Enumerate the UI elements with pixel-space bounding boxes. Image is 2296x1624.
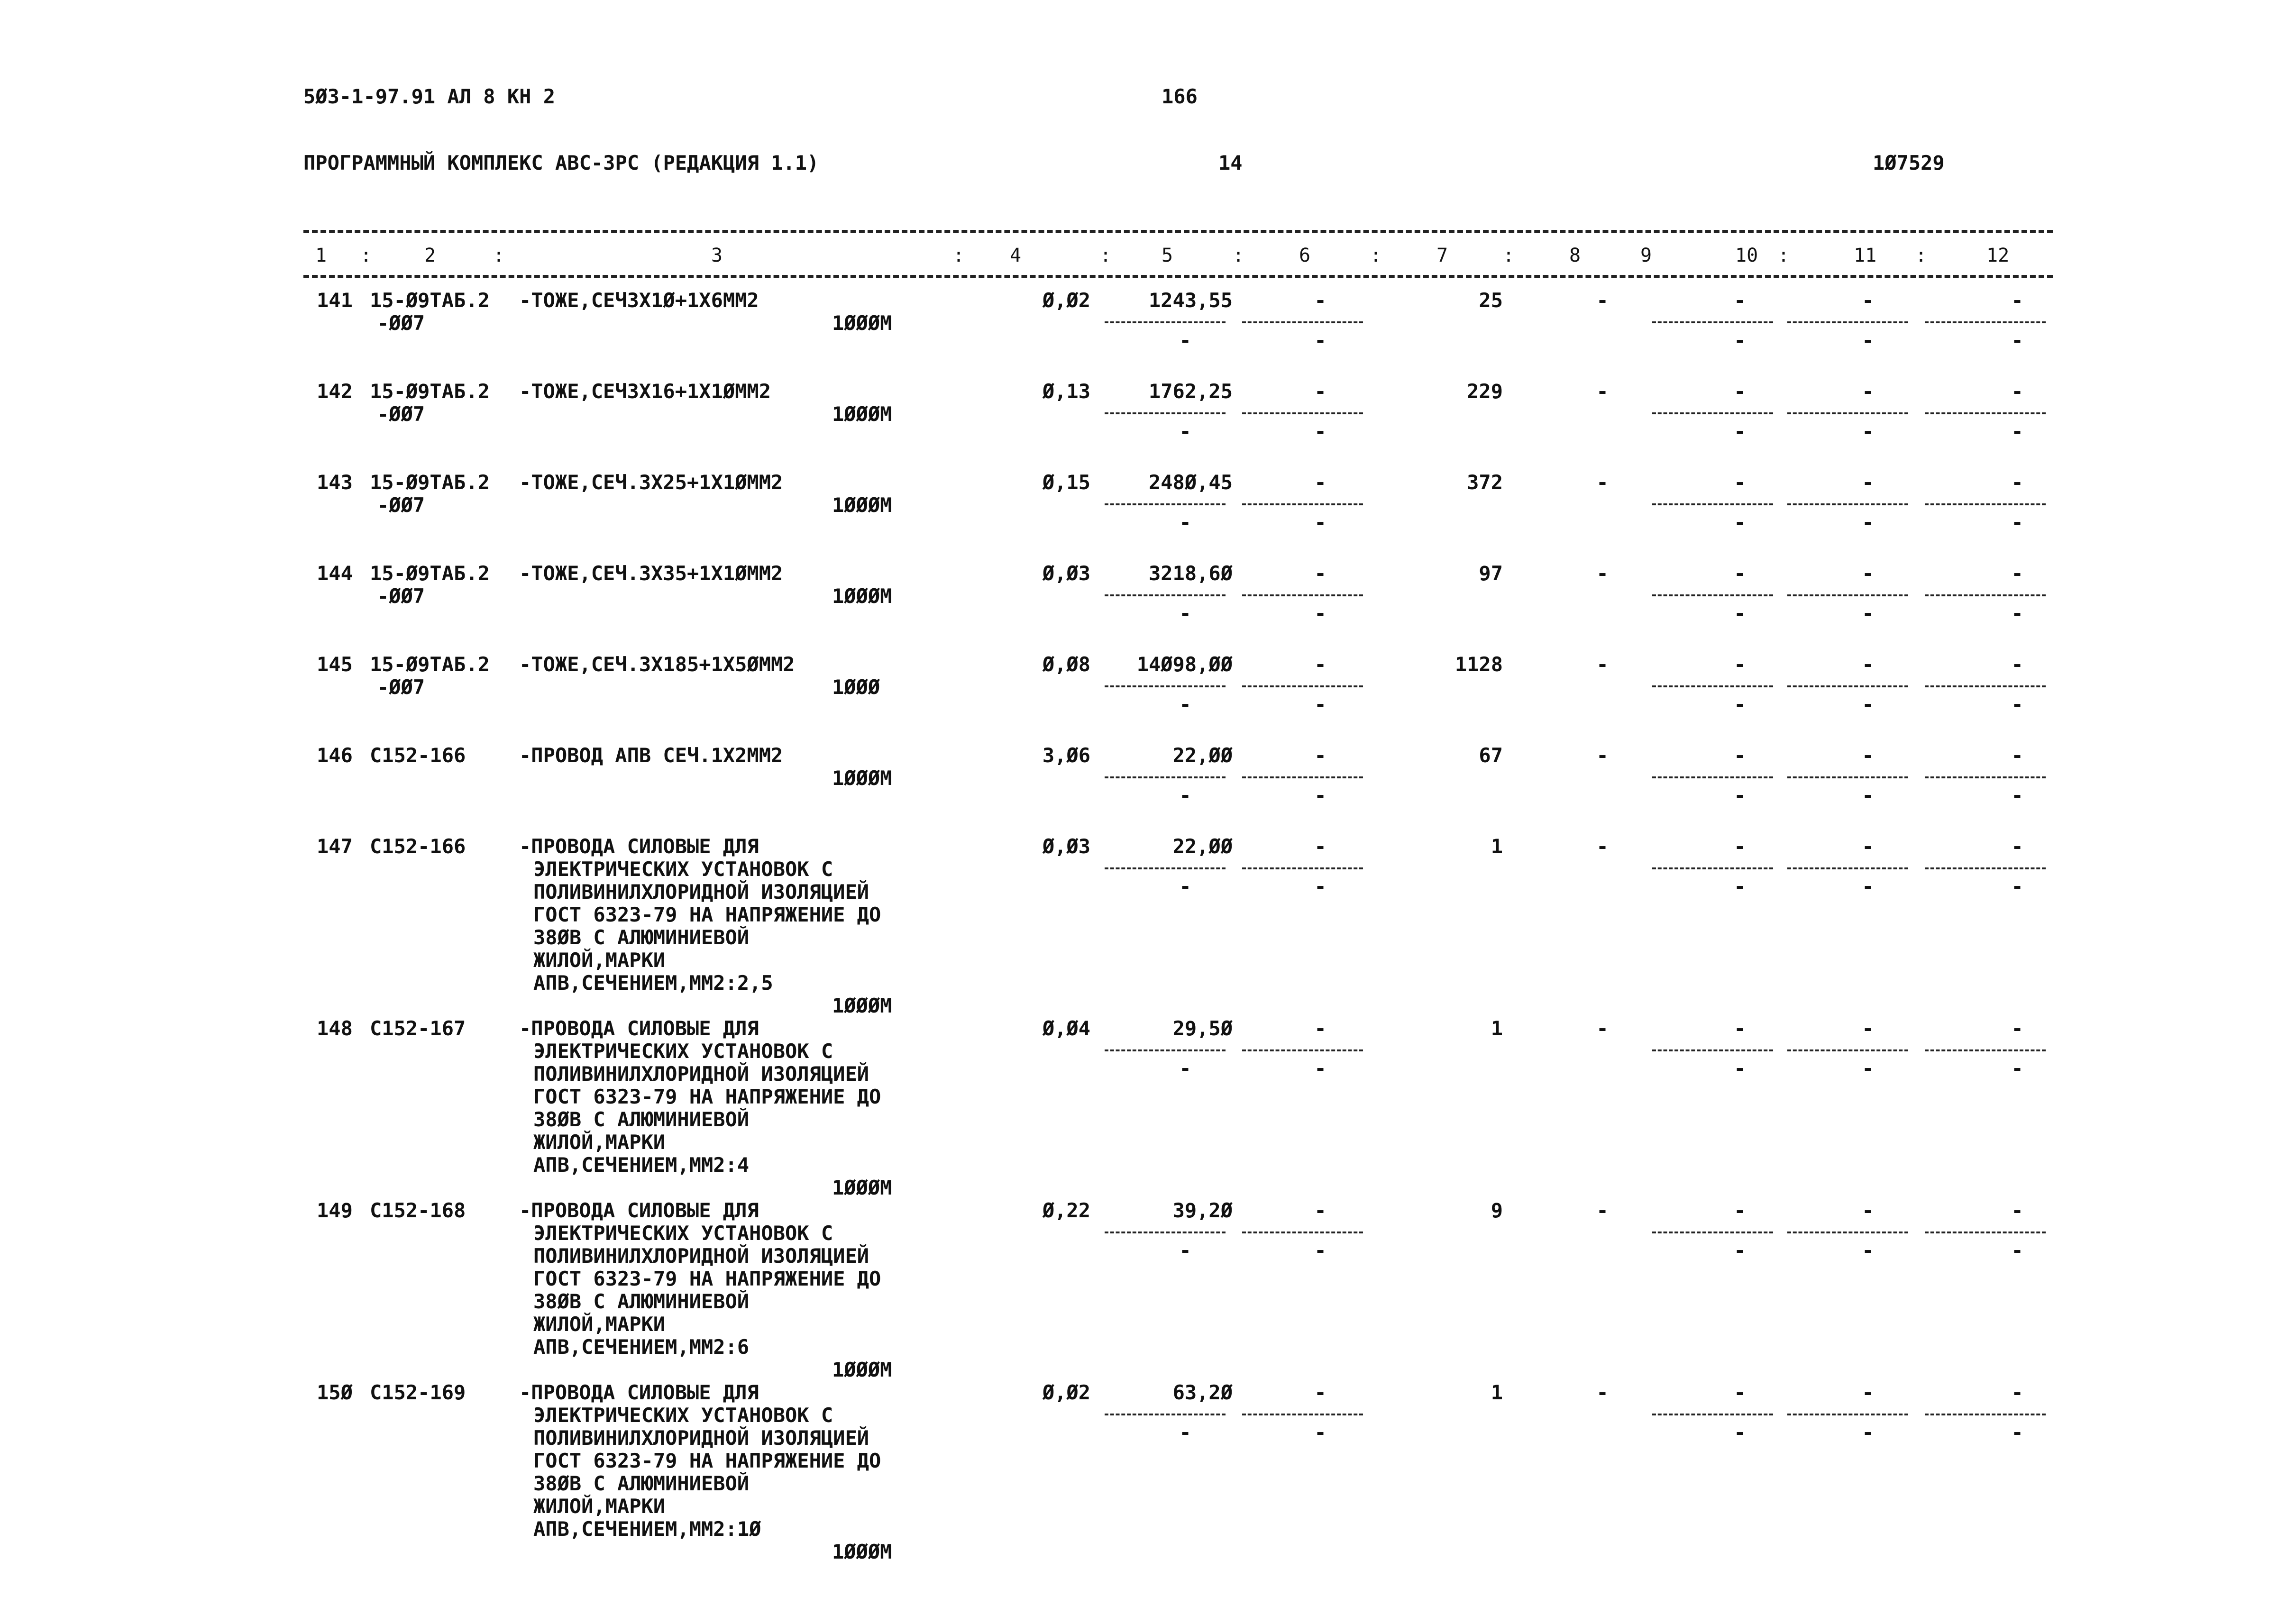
- row-description: ГОСТ 6323-79 НА НАПРЯЖЕНИЕ ДО: [533, 1449, 881, 1472]
- empty-value-mark: -: [1734, 835, 1746, 858]
- row-description: -ТОЖЕ,СЕЧ3Х16+1Х1ØММ2: [519, 380, 771, 403]
- row-description: АПВ,СЕЧЕНИЕМ,ММ2:6: [533, 1335, 750, 1359]
- row-total: 372: [1467, 471, 1503, 494]
- row-description: ПОЛИВИНИЛХЛОРИДНОЙ ИЗОЛЯЦИЕЙ: [533, 1062, 869, 1086]
- empty-value-mark: -: [1314, 471, 1326, 494]
- empty-value-mark: -: [1314, 784, 1326, 807]
- empty-value-mark: -: [1596, 1199, 1609, 1222]
- sub-separator: [1925, 1049, 2046, 1051]
- empty-value-mark: -: [2011, 693, 2023, 716]
- sub-separator: [1652, 1049, 1773, 1051]
- empty-value-mark: -: [1596, 562, 1609, 585]
- row-number: 144: [317, 562, 353, 585]
- empty-value-mark: -: [2011, 420, 2023, 443]
- row-description: ГОСТ 6323-79 НА НАПРЯЖЕНИЕ ДО: [533, 1267, 881, 1290]
- empty-value-mark: -: [1862, 784, 1874, 807]
- row-description: ЭЛЕКТРИЧЕСКИХ УСТАНОВОК С: [533, 1040, 833, 1063]
- sub-separator: [1925, 1232, 2046, 1233]
- sub-separator: [1242, 321, 1363, 323]
- row-code: 15-Ø9ТАБ.2: [370, 289, 490, 312]
- page-number: 166: [1162, 85, 1198, 108]
- empty-value-mark: -: [1314, 875, 1326, 898]
- empty-value-mark: -: [1734, 380, 1746, 403]
- row-description: -ТОЖЕ,СЕЧ.3Х185+1Х5ØММ2: [519, 653, 795, 676]
- empty-value-mark: -: [1734, 1381, 1746, 1404]
- empty-value-mark: -: [1179, 511, 1191, 534]
- row-code: С152-166: [370, 835, 466, 858]
- row-description: -ПРОВОД АПВ СЕЧ.1Х2ММ2: [519, 744, 783, 767]
- row-total: 97: [1479, 562, 1503, 585]
- row-unit: 1ØØØМ: [832, 493, 892, 517]
- column-header: 6: [1299, 245, 1311, 266]
- empty-value-mark: -: [1734, 289, 1746, 312]
- empty-value-mark: -: [1596, 835, 1609, 858]
- sub-separator: [1787, 594, 1908, 596]
- empty-value-mark: -: [1734, 471, 1746, 494]
- empty-value-mark: -: [1862, 511, 1874, 534]
- row-unit: 1ØØØМ: [832, 994, 892, 1017]
- empty-value-mark: -: [2011, 289, 2023, 312]
- sub-separator: [1242, 594, 1363, 596]
- empty-value-mark: -: [1862, 328, 1874, 352]
- row-code: С152-169: [370, 1381, 466, 1404]
- row-code: С152-168: [370, 1199, 466, 1222]
- empty-value-mark: -: [1734, 602, 1746, 625]
- sub-separator: [1105, 412, 1226, 414]
- empty-value-mark: -: [1734, 511, 1746, 534]
- row-price: 248Ø,45: [1148, 471, 1233, 494]
- empty-value-mark: -: [1862, 380, 1874, 403]
- row-quantity: Ø,Ø4: [1042, 1017, 1090, 1040]
- empty-value-mark: -: [2011, 511, 2023, 534]
- empty-value-mark: -: [1862, 835, 1874, 858]
- sub-separator: [1652, 594, 1773, 596]
- empty-value-mark: -: [1734, 1199, 1746, 1222]
- empty-value-mark: -: [1596, 289, 1609, 312]
- row-description: 38ØВ С АЛЮМИНИЕВОЙ: [533, 1108, 750, 1131]
- row-code: -ØØ7: [377, 584, 425, 608]
- empty-value-mark: -: [1862, 875, 1874, 898]
- sub-separator: [1652, 776, 1773, 778]
- empty-value-mark: -: [1179, 1421, 1191, 1444]
- sub-separator: [1242, 867, 1363, 869]
- empty-value-mark: -: [2011, 1057, 2023, 1080]
- sub-separator: [1242, 1414, 1363, 1415]
- empty-value-mark: -: [1734, 875, 1746, 898]
- column-header: 7: [1436, 245, 1448, 266]
- empty-value-mark: -: [1734, 420, 1746, 443]
- sub-separator: [1652, 1414, 1773, 1415]
- document-number: 1Ø7529: [1873, 151, 1945, 174]
- empty-value-mark: -: [2011, 380, 2023, 403]
- row-description: 38ØВ С АЛЮМИНИЕВОЙ: [533, 1472, 750, 1495]
- row-quantity: Ø,13: [1042, 380, 1090, 403]
- row-quantity: 3,Ø6: [1042, 744, 1090, 767]
- empty-value-mark: -: [2011, 653, 2023, 676]
- empty-value-mark: -: [1862, 1239, 1874, 1262]
- sub-separator: [1105, 1049, 1226, 1051]
- sub-separator: [1925, 867, 2046, 869]
- row-number: 15Ø: [317, 1381, 353, 1404]
- table-top-rule: [303, 230, 2053, 233]
- sub-separator: [1787, 867, 1908, 869]
- empty-value-mark: -: [1314, 744, 1326, 767]
- sub-separator: [1787, 1049, 1908, 1051]
- row-code: -ØØ7: [377, 402, 425, 426]
- empty-value-mark: -: [2011, 1199, 2023, 1222]
- row-number: 141: [317, 289, 353, 312]
- sub-separator: [1242, 1049, 1363, 1051]
- program-title: ПРОГРАММНЫЙ КОМПЛЕКС АВС-ЗРС (РЕДАКЦИЯ 1.1): [303, 151, 819, 174]
- empty-value-mark: -: [2011, 1239, 2023, 1262]
- row-total: 67: [1479, 744, 1503, 767]
- row-code: 15-Ø9ТАБ.2: [370, 562, 490, 585]
- empty-value-mark: -: [1314, 1239, 1326, 1262]
- column-header: 4: [1010, 245, 1022, 266]
- sub-separator: [1652, 321, 1773, 323]
- empty-value-mark: -: [1862, 744, 1874, 767]
- empty-value-mark: -: [1734, 1239, 1746, 1262]
- row-code: 15-Ø9ТАБ.2: [370, 380, 490, 403]
- row-description: ЖИЛОЙ,МАРКИ: [533, 1313, 666, 1336]
- sub-separator: [1652, 685, 1773, 687]
- row-total: 1: [1491, 1017, 1503, 1040]
- empty-value-mark: -: [2011, 328, 2023, 352]
- empty-value-mark: -: [1179, 1057, 1191, 1080]
- empty-value-mark: -: [1596, 653, 1609, 676]
- sub-separator: [1652, 412, 1773, 414]
- row-number: 147: [317, 835, 353, 858]
- row-total: 25: [1479, 289, 1503, 312]
- empty-value-mark: -: [1734, 328, 1746, 352]
- sub-separator: [1105, 321, 1226, 323]
- column-header: 2: [424, 245, 436, 266]
- sub-separator: [1105, 867, 1226, 869]
- empty-value-mark: -: [1179, 420, 1191, 443]
- row-total: 1: [1491, 835, 1503, 858]
- sub-separator: [1242, 685, 1363, 687]
- empty-value-mark: -: [1596, 744, 1609, 767]
- row-description: ЖИЛОЙ,МАРКИ: [533, 1495, 666, 1518]
- row-price: 29,5Ø: [1172, 1017, 1233, 1040]
- column-header: 12: [1986, 245, 2010, 266]
- empty-value-mark: -: [1862, 1381, 1874, 1404]
- empty-value-mark: -: [2011, 784, 2023, 807]
- empty-value-mark: -: [1862, 471, 1874, 494]
- row-unit: 1ØØØМ: [832, 584, 892, 608]
- empty-value-mark: -: [1862, 693, 1874, 716]
- empty-value-mark: -: [1862, 1057, 1874, 1080]
- row-price: 1762,25: [1148, 380, 1233, 403]
- row-description: ЭЛЕКТРИЧЕСКИХ УСТАНОВОК С: [533, 1222, 833, 1245]
- row-description: -ПРОВОДА СИЛОВЫЕ ДЛЯ: [519, 1199, 759, 1222]
- empty-value-mark: -: [1862, 289, 1874, 312]
- empty-value-mark: -: [2011, 1421, 2023, 1444]
- column-header: 3: [711, 245, 723, 266]
- empty-value-mark: -: [2011, 471, 2023, 494]
- row-number: 148: [317, 1017, 353, 1040]
- empty-value-mark: -: [1314, 1057, 1326, 1080]
- row-code: -ØØ7: [377, 675, 425, 699]
- row-code: -ØØ7: [377, 311, 425, 335]
- row-quantity: Ø,Ø2: [1042, 1381, 1090, 1404]
- empty-value-mark: -: [1862, 1017, 1874, 1040]
- row-code: С152-166: [370, 744, 466, 767]
- sub-separator: [1242, 503, 1363, 505]
- sub-separator: [1105, 685, 1226, 687]
- empty-value-mark: -: [1179, 602, 1191, 625]
- row-total: 9: [1491, 1199, 1503, 1222]
- empty-value-mark: -: [1734, 562, 1746, 585]
- row-description: ЭЛЕКТРИЧЕСКИХ УСТАНОВОК С: [533, 1404, 833, 1427]
- row-price: 1243,55: [1148, 289, 1233, 312]
- row-description: ПОЛИВИНИЛХЛОРИДНОЙ ИЗОЛЯЦИЕЙ: [533, 1244, 869, 1268]
- row-description: 38ØВ С АЛЮМИНИЕВОЙ: [533, 1290, 750, 1313]
- row-description: ГОСТ 6323-79 НА НАПРЯЖЕНИЕ ДО: [533, 1085, 881, 1108]
- empty-value-mark: -: [1862, 1421, 1874, 1444]
- empty-value-mark: -: [1314, 693, 1326, 716]
- row-number: 142: [317, 380, 353, 403]
- empty-value-mark: -: [1734, 1017, 1746, 1040]
- row-description: ЖИЛОЙ,МАРКИ: [533, 949, 666, 972]
- empty-value-mark: -: [1314, 380, 1326, 403]
- row-total: 1: [1491, 1381, 1503, 1404]
- empty-value-mark: -: [1314, 602, 1326, 625]
- row-code: -ØØ7: [377, 493, 425, 517]
- empty-value-mark: -: [1862, 653, 1874, 676]
- sub-separator: [1925, 594, 2046, 596]
- sub-separator: [1652, 867, 1773, 869]
- sub-separator: [1787, 412, 1908, 414]
- row-description: ПОЛИВИНИЛХЛОРИДНОЙ ИЗОЛЯЦИЕЙ: [533, 1426, 869, 1450]
- row-price: 63,2Ø: [1172, 1381, 1233, 1404]
- empty-value-mark: -: [1179, 693, 1191, 716]
- empty-value-mark: -: [1734, 693, 1746, 716]
- empty-value-mark: -: [2011, 875, 2023, 898]
- empty-value-mark: -: [1862, 420, 1874, 443]
- empty-value-mark: -: [2011, 1381, 2023, 1404]
- empty-value-mark: -: [2011, 744, 2023, 767]
- column-header: 1: [315, 245, 327, 266]
- sub-separator: [1105, 503, 1226, 505]
- empty-value-mark: -: [1314, 562, 1326, 585]
- row-description: -ТОЖЕ,СЕЧ.3Х25+1Х1ØММ2: [519, 471, 783, 494]
- empty-value-mark: -: [1179, 875, 1191, 898]
- row-code: 15-Ø9ТАБ.2: [370, 653, 490, 676]
- empty-value-mark: -: [1179, 784, 1191, 807]
- row-description: -ТОЖЕ,СЕЧ.3Х35+1Х1ØММ2: [519, 562, 783, 585]
- row-unit: 1ØØØМ: [832, 1540, 892, 1563]
- row-description: АПВ,СЕЧЕНИЕМ,ММ2:1Ø: [533, 1517, 761, 1541]
- empty-value-mark: -: [1734, 744, 1746, 767]
- row-price: 3218,6Ø: [1148, 562, 1233, 585]
- column-header: 11: [1854, 245, 1877, 266]
- row-unit: 1ØØØМ: [832, 402, 892, 426]
- column-header: 10: [1735, 245, 1758, 266]
- row-price: 22,ØØ: [1172, 835, 1233, 858]
- row-quantity: Ø,15: [1042, 471, 1090, 494]
- empty-value-mark: -: [1596, 380, 1609, 403]
- row-quantity: Ø,Ø2: [1042, 289, 1090, 312]
- row-description: -ТОЖЕ,СЕЧ3Х1Ø+1Х6ММ2: [519, 289, 759, 312]
- empty-value-mark: -: [1862, 562, 1874, 585]
- sub-separator: [1652, 1232, 1773, 1233]
- empty-value-mark: -: [1314, 289, 1326, 312]
- row-description: ЭЛЕКТРИЧЕСКИХ УСТАНОВОК С: [533, 858, 833, 881]
- row-code: С152-167: [370, 1017, 466, 1040]
- sub-separator: [1242, 1232, 1363, 1233]
- empty-value-mark: -: [1734, 653, 1746, 676]
- column-header: 8: [1569, 245, 1581, 266]
- empty-value-mark: -: [2011, 562, 2023, 585]
- row-description: -ПРОВОДА СИЛОВЫЕ ДЛЯ: [519, 1017, 759, 1040]
- sub-separator: [1652, 503, 1773, 505]
- empty-value-mark: -: [1734, 1421, 1746, 1444]
- row-description: АПВ,СЕЧЕНИЕМ,ММ2:4: [533, 1153, 750, 1177]
- sub-separator: [1787, 1232, 1908, 1233]
- sub-separator: [1105, 594, 1226, 596]
- table-header-rule: [303, 275, 2053, 278]
- row-number: 146: [317, 744, 353, 767]
- row-description: ПОЛИВИНИЛХЛОРИДНОЙ ИЗОЛЯЦИЕЙ: [533, 880, 869, 903]
- sub-separator: [1105, 776, 1226, 778]
- row-unit: 1ØØØ: [832, 675, 880, 699]
- sub-separator: [1925, 685, 2046, 687]
- sub-separator: [1242, 776, 1363, 778]
- sub-separator: [1787, 503, 1908, 505]
- sub-separator: [1925, 776, 2046, 778]
- row-unit: 1ØØØМ: [832, 311, 892, 335]
- empty-value-mark: -: [1314, 653, 1326, 676]
- sheet-number: 14: [1218, 151, 1243, 174]
- empty-value-mark: -: [2011, 1017, 2023, 1040]
- row-unit: 1ØØØМ: [832, 766, 892, 790]
- sub-separator: [1787, 685, 1908, 687]
- empty-value-mark: -: [1734, 1057, 1746, 1080]
- row-description: 38ØВ С АЛЮМИНИЕВОЙ: [533, 926, 750, 949]
- empty-value-mark: -: [2011, 602, 2023, 625]
- empty-value-mark: -: [1734, 784, 1746, 807]
- empty-value-mark: -: [1314, 511, 1326, 534]
- empty-value-mark: -: [1314, 835, 1326, 858]
- empty-value-mark: -: [1314, 1381, 1326, 1404]
- sub-separator: [1787, 321, 1908, 323]
- empty-value-mark: -: [1596, 1017, 1609, 1040]
- empty-value-mark: -: [1862, 602, 1874, 625]
- row-description: -ПРОВОДА СИЛОВЫЕ ДЛЯ: [519, 1381, 759, 1404]
- row-number: 143: [317, 471, 353, 494]
- sub-separator: [1925, 503, 2046, 505]
- row-price: 39,2Ø: [1172, 1199, 1233, 1222]
- empty-value-mark: -: [1314, 1199, 1326, 1222]
- row-code: 15-Ø9ТАБ.2: [370, 471, 490, 494]
- sub-separator: [1787, 776, 1908, 778]
- sub-separator: [1925, 412, 2046, 414]
- row-quantity: Ø,22: [1042, 1199, 1090, 1222]
- empty-value-mark: -: [1314, 1421, 1326, 1444]
- empty-value-mark: -: [1862, 1199, 1874, 1222]
- row-total: 229: [1467, 380, 1503, 403]
- row-price: 22,ØØ: [1172, 744, 1233, 767]
- row-description: ЖИЛОЙ,МАРКИ: [533, 1131, 666, 1154]
- row-unit: 1ØØØМ: [832, 1358, 892, 1381]
- row-description: -ПРОВОДА СИЛОВЫЕ ДЛЯ: [519, 835, 759, 858]
- row-unit: 1ØØØМ: [832, 1176, 892, 1199]
- empty-value-mark: -: [1179, 1239, 1191, 1262]
- sub-separator: [1105, 1232, 1226, 1233]
- empty-value-mark: -: [1179, 328, 1191, 352]
- empty-value-mark: -: [1314, 420, 1326, 443]
- row-number: 145: [317, 653, 353, 676]
- empty-value-mark: -: [1314, 1017, 1326, 1040]
- row-quantity: Ø,Ø8: [1042, 653, 1090, 676]
- sub-separator: [1105, 1414, 1226, 1415]
- row-description: АПВ,СЕЧЕНИЕМ,ММ2:2,5: [533, 971, 773, 994]
- row-quantity: Ø,Ø3: [1042, 562, 1090, 585]
- row-price: 14Ø98,ØØ: [1136, 653, 1233, 676]
- row-description: ГОСТ 6323-79 НА НАПРЯЖЕНИЕ ДО: [533, 903, 881, 926]
- row-quantity: Ø,Ø3: [1042, 835, 1090, 858]
- empty-value-mark: -: [1314, 328, 1326, 352]
- empty-value-mark: -: [2011, 835, 2023, 858]
- column-header: 9: [1640, 245, 1652, 266]
- empty-value-mark: -: [1596, 1381, 1609, 1404]
- sub-separator: [1925, 321, 2046, 323]
- sub-separator: [1242, 412, 1363, 414]
- row-number: 149: [317, 1199, 353, 1222]
- row-total: 1128: [1454, 653, 1503, 676]
- empty-value-mark: -: [1596, 471, 1609, 494]
- sub-separator: [1787, 1414, 1908, 1415]
- column-header: 5: [1162, 245, 1173, 266]
- sub-separator: [1925, 1414, 2046, 1415]
- document-code: 5Ø3-1-97.91 АЛ 8 КН 2: [303, 85, 556, 108]
